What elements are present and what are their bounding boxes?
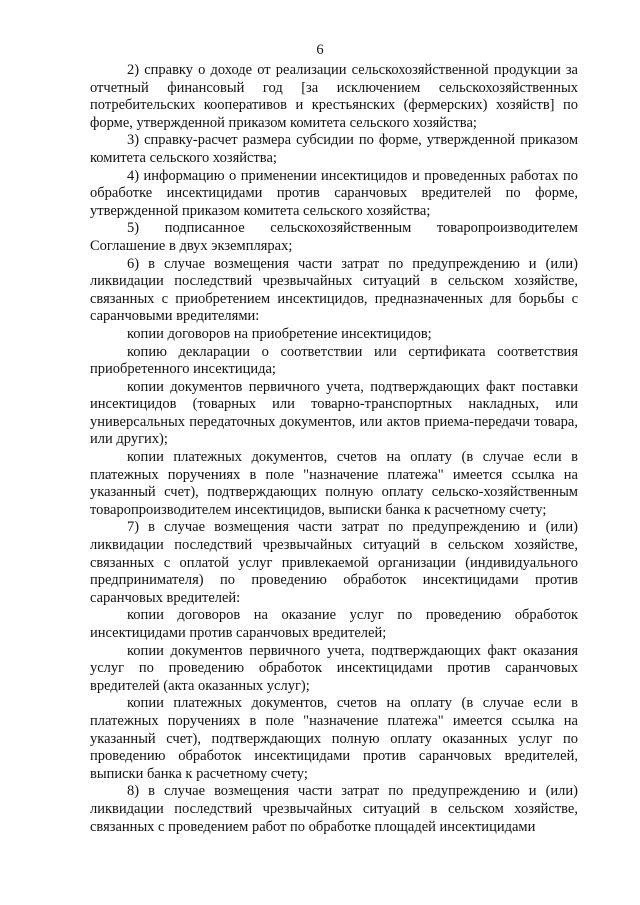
paragraph-item-8: 8) в случае возмещения части затрат по предупреждению и (или) ликвидации последствий чрезвычайных ситуаций в сельском хозяйстве, связанных с проведением работ по обработке площадей инсектицидами	[90, 783, 578, 835]
paragraph-item-4: 4) информацию о применении инсектицидов и проведенных работах по обработке инсектицидами против саранчовых вредителей по форме, утвержденной приказом комитета сельского хозяйства;	[90, 167, 578, 219]
paragraph-item-3: 3) справку-расчет размера субсидии по форме, утвержденной приказом комитета сельского хозяйства;	[90, 132, 578, 166]
sub-item-service-primary-docs: копии документов первичного учета, подтверждающих факт оказания услуг по проведению обработок инсектицидами против саранчовых вредителей (акта оказанных услуг);	[90, 642, 578, 694]
paragraph-item-2: 2) справку о доходе от реализации сельскохозяйственной продукции за отчетный финансовый год [за исключением сельскохозяйственных потребительских кооперативов и крестьянских (фермерских) хозяйств] по форме, утвержденной приказом комитета сельского хозяйства;	[90, 62, 578, 131]
sub-item-contracts: копии договоров на приобретение инсектицидов;	[127, 325, 432, 342]
sub-item-payment-docs: копии платежных документов, счетов на оплату (в случае если в платежных поручениях в поле "назначение платежа" имеется ссылка на указанный счет), подтверждающих полную оплату сельско-хозяйственным товаропроизводителем инсектицидов, выписки банка к расчетному счету;	[90, 449, 578, 518]
paragraph-item-7: 7) в случае возмещения части затрат по предупреждению и (или) ликвидации последствий чрезвычайных ситуаций в сельском хозяйстве, связанных с оплатой услуг привлекаемой организации (индивидуального предпринимателя) по проведению обработок инсектицидами против саранчовых вредителей:	[90, 519, 578, 606]
paragraph-item-6: 6) в случае возмещения части затрат по предупреждению и (или) ликвидации последствий чрезвычайных ситуаций в сельском хозяйстве, связанных с приобретением инсектицидов, предназначенных для борьбы с саранчовыми вредителями:	[90, 255, 578, 325]
sub-item-service-contracts: копии договоров на оказание услуг по проведению обработок инсектицидами против саранчовых вредителей;	[90, 607, 578, 641]
document-body	[90, 62, 578, 836]
sub-item-service-payment-docs: копии платежных документов, счетов на оплату (в случае если в платежных поручениях в поле "назначение платежа" имеется ссылка на указанный счет), подтверждающих полную оплату оказанных услуг по проведению обработок инсектицидами против саранчовых вредителей, выписки банка к расчетному счету;	[90, 695, 578, 782]
paragraph-item-5: 5) подписанное сельскохозяйственным товаропроизводителем Соглашение в двух экземплярах;	[90, 220, 578, 254]
sub-item-primary-docs: копии документов первичного учета, подтверждающих факт поставки инсектицидов (товарных или товарно-транспортных накладных, или универсальных передаточных документов, или актов приема-передачи товара, или других);	[90, 378, 578, 448]
sub-item-declaration: копию декларации о соответствии или сертификата соответствия приобретенного инсектицида;	[90, 343, 578, 378]
page-number: 6	[316, 42, 324, 58]
